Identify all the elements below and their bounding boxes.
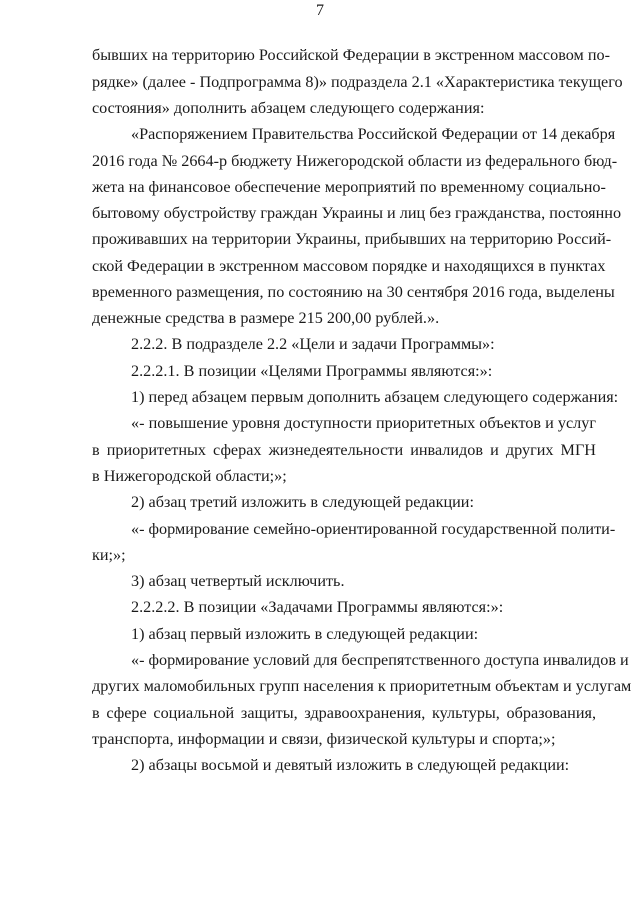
text-line: в приоритетных сферах жизнедеятельности инвалидов и других МГН [92,441,596,459]
text-line: рядке» (далее - Подпрограмма 8)» подраздела 2.1 «Характеристика текущего [92,73,623,91]
text-line: 2.2.2.1. В позиции «Целями Программы являются:»: [131,362,493,380]
text-line: проживавших на территории Украины, прибывших на территорию Россий- [92,230,612,248]
text-line: ки;»; [92,546,126,564]
text-line: бытовому обустройству граждан Украины и лиц без гражданства, постоянно [92,204,622,222]
text-line: 1) перед абзацем первым дополнить абзацем следующего содержания: [131,388,619,406]
text-line: других маломобильных групп населения к приоритетным объектам и услугам [92,677,632,695]
text-line: 2.2.2. В подразделе 2.2 «Цели и задачи Программы»: [131,335,495,353]
text-line: «Распоряжением Правительства Российской Федерации от 14 декабря [131,125,616,143]
text-line: 1) абзац первый изложить в следующей редакции: [131,625,479,643]
text-line: состояния» дополнить абзацем следующего содержания: [92,99,485,117]
text-line: в сфере социальной защиты, здравоохранения, культуры, образования, [92,704,596,722]
text-line: бывших на территорию Российской Федерации в экстренном массовом по- [92,46,610,64]
text-line: 2) абзац третий изложить в следующей редакции: [131,493,474,511]
text-line: «- формирование условий для беспрепятственного доступа инвалидов и [131,651,629,669]
text-line: транспорта, информации и связи, физической культуры и спорта;»; [92,730,556,748]
text-line: «- повышение уровня доступности приоритетных объектов и услуг [131,414,596,432]
text-line: ской Федерации в экстренном массовом порядке и находящихся в пунктах [92,257,606,275]
text-line: жета на финансовое обеспечение мероприятий по временному социально- [92,178,606,196]
text-line: «- формирование семейно-ориентированной государственной полити- [131,520,616,538]
text-line: 3) абзац четвертый исключить. [131,572,345,590]
text-line: временного размещения, по состоянию на 30 сентября 2016 года, выделены [92,283,615,301]
text-line: в Нижегородской области;»; [92,467,287,485]
page-number: 7 [316,2,324,19]
text-line: денежные средства в размере 215 200,00 рублей.». [92,309,440,327]
text-line: 2.2.2.2. В позиции «Задачами Программы являются:»: [131,598,504,616]
text-line: 2) абзацы восьмой и девятый изложить в следующей редакции: [131,756,570,774]
text-line: 2016 года № 2664-р бюджету Нижегородской области из федерального бюд- [92,152,618,170]
